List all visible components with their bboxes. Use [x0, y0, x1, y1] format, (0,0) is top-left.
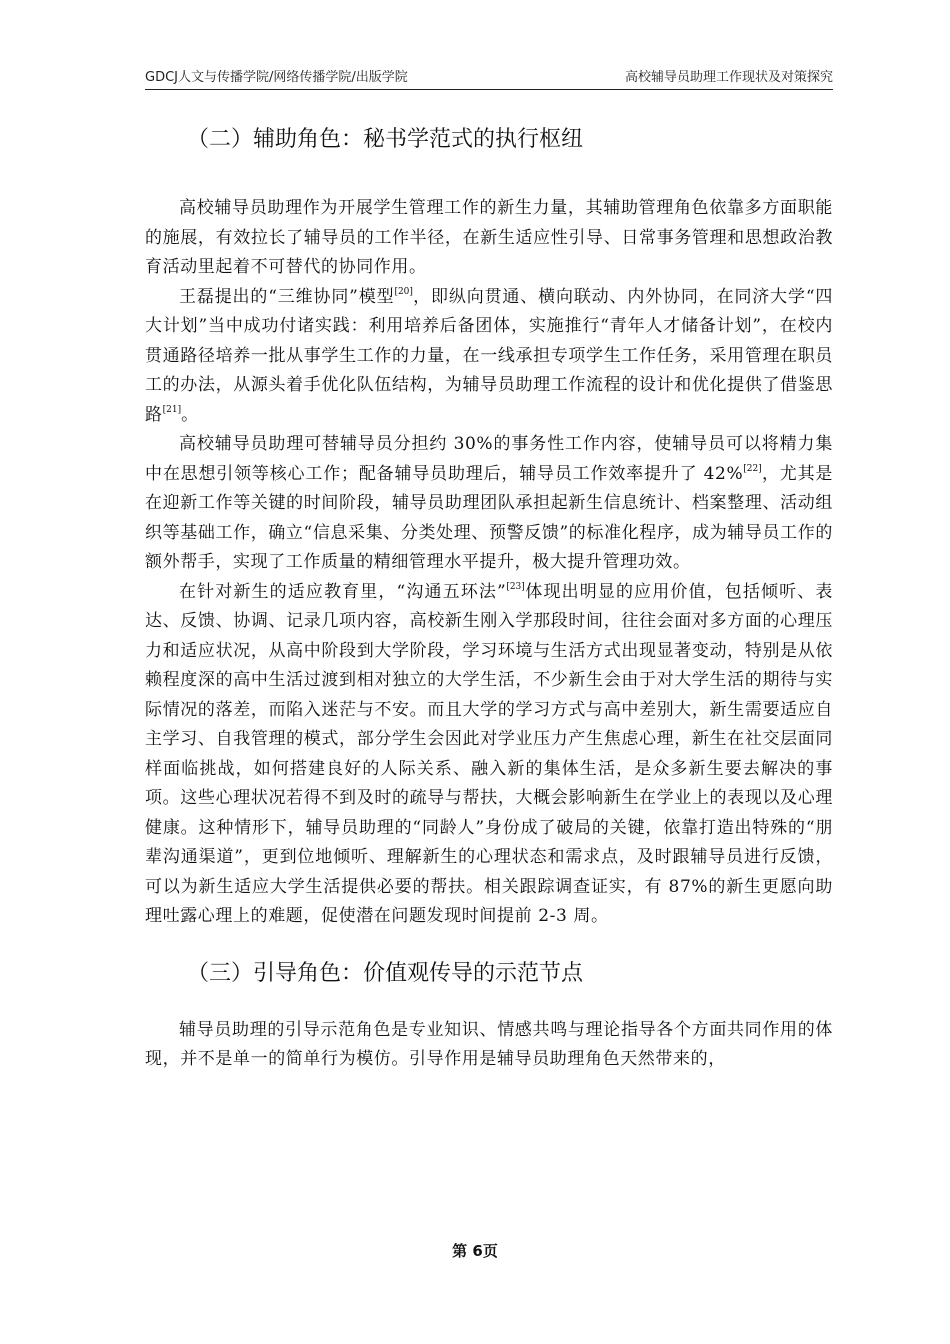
section-heading-guiding-role: （三）引导角色：价值观传导的示范节点 — [187, 960, 584, 986]
header-divider — [145, 89, 833, 90]
paragraph-text: 。 — [181, 404, 199, 425]
citation-23: [23] — [506, 581, 525, 592]
paragraph-text: 在针对新生的适应教育里，“沟通五环法” — [179, 581, 507, 602]
paragraph-workload-share — [145, 430, 833, 578]
section-heading-auxiliary-role: （二）辅助角色：秘书学范式的执行枢纽 — [187, 127, 584, 152]
header-institution: GDCJ人文与传播学院/网络传播学院/出版学院 — [145, 70, 408, 85]
paragraph-text: 体现出明显的应用价值，包括倾听、表达、反馈、协调、记录几项内容，高校新生刚入学那段时间，往往会面对多方面的心理压力和适应状况，从高中阶段到大学阶段，学习环境与生活方式出现显著变动，特别是从依赖程度深的高中生活过渡到相对独立的大学生活，不少新生会由于对大学生活的期待与实际情况的落差，而陷入迷茫与不安。而且大学的学习方式与高中差别大，新生需要适应自主学习、自我管理的模式，部分学生会因此对学业压力产生焦虑心理，新生在社交层面同样面临挑战，如何搭建良好的人际关系、融入新的集体生活，是众多新生要去解决的事项。这些心理状况若得不到及时的疏导与帮扶，大概会影响新生在学业上的表现以及心理健康。这种情形下，辅导员助理的“同龄人”身份成了破局的关键，依靠打造出特殊的“朋辈沟通渠道”，更到位地倾听、理解新生的心理状态和需求点，及时跟辅导员进行反馈，可以为新生适应大学生活提供必要的帮扶。相关跟踪调查证实，有 87%的新生更愿向助理吐露心理上的难题，促使潜在问题发现时间提前 2-3 周。 — [145, 581, 833, 926]
paragraph-guiding-intro: 辅导员助理的引导示范角色是专业知识、情感共鸣与理论指导各个方面共同作用的体现，并不是单一的简单行为模仿。引导作用是辅导员助理角色天然带来的， — [145, 1019, 833, 1069]
paragraph-five-ring-method — [145, 578, 833, 932]
header-paper-title: 高校辅导员助理工作现状及对策探究 — [624, 70, 833, 85]
paragraph-text: ，即纵向贯通、横向联动、内外协同，在同济大学“四大计划”当中成功付诸实践：利用培养后备团体，实施推行“青年人才储备计划”，在校内贯通路径培养一批从事学生工作的力量，在一线承担专项学生工作任务，采用管理在职员工的办法，从源头着手优化队伍结构，为辅导员助理工作流程的设计和优化提供了借鉴思路 — [145, 286, 834, 425]
running-header — [145, 66, 833, 86]
page-body — [145, 120, 833, 1075]
page-number: 第 6页 — [452, 1242, 498, 1260]
citation-21: [21] — [162, 404, 182, 415]
paragraph-three-dimensional-model — [145, 283, 833, 431]
citation-20: [20] — [394, 286, 413, 297]
paragraph-text: 高校辅导员助理可替辅导员分担约 30%的事务性工作内容，使辅导员可以将精力集中在思想引领等核心工作；配备辅导员助理后，辅导员工作效率提升了 42% — [145, 434, 833, 484]
paragraph-intro: 高校辅导员助理作为开展学生管理工作的新生力量，其辅助管理角色依靠多方面职能的施展，有效拉长了辅导员的工作半径，在新生适应性引导、日常事务管理和思想政治教育活动里起着不可替代的协同作用。 — [145, 198, 833, 277]
paragraph-text: 王磊提出的“三维协同”模型 — [179, 286, 395, 307]
citation-22: [22] — [743, 463, 762, 474]
paragraph-text: ，尤其是在迎新工作等关键的时间阶段，辅导员助理团队承担起新生信息统计、档案整理、活动组织等基础工作，确立“信息采集、分类处理、预警反馈”的标准化程序，成为辅导员工作的额外帮手，实现了工作质量的精细管理水平提升，极大提升管理功效。 — [145, 463, 833, 572]
